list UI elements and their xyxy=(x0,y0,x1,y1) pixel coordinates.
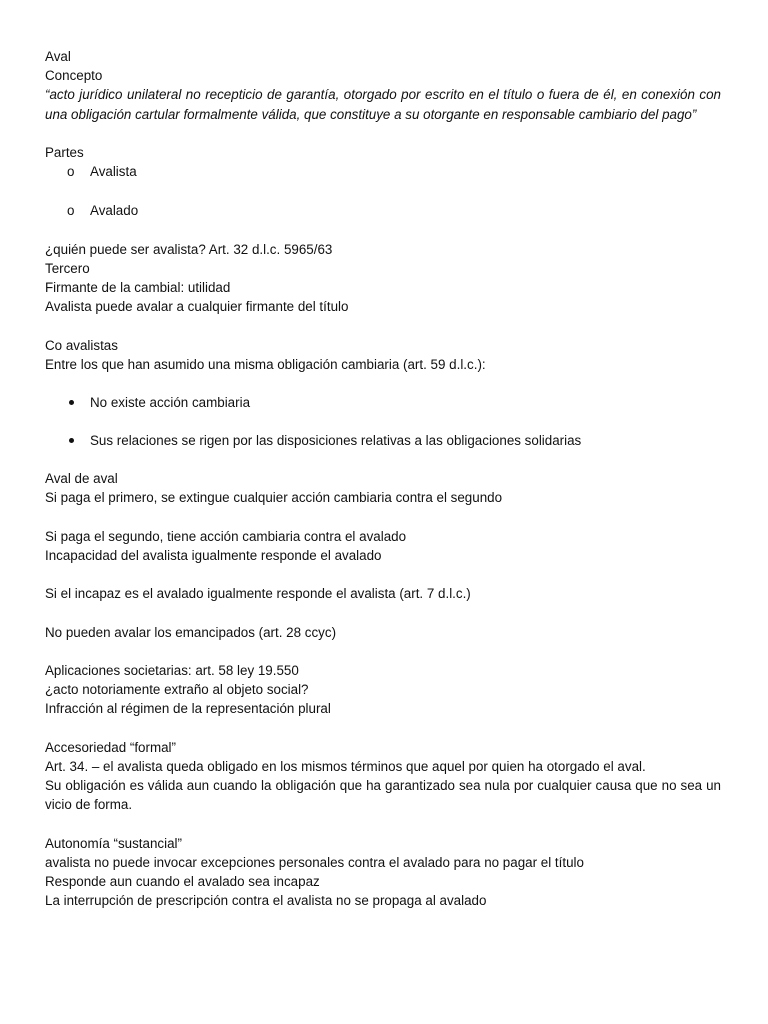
partes-item-avalista: Avalista xyxy=(90,164,137,180)
partes-item-avalado: Avalado xyxy=(90,203,139,219)
autonomia-line: La interrupción de prescripción contra el avalista no se propaga al avalado xyxy=(45,893,487,909)
aval-de-aval-line: Si paga el segundo, tiene acción cambiaria contra el avalado xyxy=(45,528,407,544)
list-item xyxy=(45,393,721,412)
bullet-icon xyxy=(69,400,74,405)
document-title: Aval xyxy=(45,49,71,64)
aval-de-aval-line: Incapacidad del avalista igualmente responde el avalado xyxy=(45,547,382,563)
coavalistas-item: No existe acción cambiaria xyxy=(90,395,251,411)
quien-line: Tercero xyxy=(45,261,90,276)
coavalistas-list xyxy=(45,393,721,449)
list-item xyxy=(45,162,721,181)
document-page xyxy=(45,47,721,911)
autonomia-heading: Autonomía “sustancial” xyxy=(45,835,182,851)
accesoriedad-line: Art. 34. – el avalista queda obligado en los mismos términos que aquel por quien ha otorgado el aval. xyxy=(45,758,646,774)
aval-de-aval-line: Si paga el primero, se extingue cualquier acción cambiaria contra el segundo xyxy=(45,490,503,506)
partes-heading: Partes xyxy=(45,145,84,160)
partes-list xyxy=(45,162,721,220)
list-marker: o xyxy=(67,203,75,219)
aplicaciones-line: Infracción al régimen de la representación plural xyxy=(45,701,331,717)
aval-de-aval-heading: Aval de aval xyxy=(45,470,118,486)
quien-line: Firmante de la cambial: utilidad xyxy=(45,280,231,296)
coavalistas-intro: Entre los que han asumido una misma obligación cambiaria (art. 59 d.l.c.): xyxy=(45,357,486,372)
aplicaciones-heading: Aplicaciones societarias: art. 58 ley 19.550 xyxy=(45,662,299,678)
concepto-heading: Concepto xyxy=(45,68,103,84)
aval-de-aval-line: No pueden avalar los emancipados (art. 28 ccyc) xyxy=(45,624,337,640)
autonomia-line: avalista no puede invocar excepciones personales contra el avalado para no pagar el título xyxy=(45,854,584,870)
coavalistas-item: Sus relaciones se rigen por las disposiciones relativas a las obligaciones solidarias xyxy=(90,432,582,448)
coavalistas-heading: Co avalistas xyxy=(45,337,118,353)
autonomia-line: Responde aun cuando el avalado sea incapaz xyxy=(45,874,320,890)
list-item xyxy=(45,201,721,220)
quien-line: Avalista puede avalar a cualquier firmante del título xyxy=(45,299,349,315)
quien-question: ¿quién puede ser avalista? Art. 32 d.l.c. 5965/63 xyxy=(45,241,333,257)
aval-de-aval-line: Si el incapaz es el avalado igualmente responde el avalista (art. 7 d.l.c.) xyxy=(45,586,471,602)
accesoriedad-heading: Accesoriedad “formal” xyxy=(45,739,176,755)
accesoriedad-line: Su obligación es válida aun cuando la obligación que ha garantizado sea nula por cualquier causa que no sea un vicio de forma. xyxy=(45,778,721,813)
concepto-definition: “acto jurídico unilateral no recepticio de garantía, otorgado por escrito en el título o fuera de él, en conexión con una obligación cartular formalmente válida, que constituye a su otorgante en responsable cambiario del pago” xyxy=(45,87,721,122)
aplicaciones-line: ¿acto notoriamente extraño al objeto social? xyxy=(45,682,309,698)
list-item xyxy=(45,431,721,450)
list-marker: o xyxy=(67,164,75,180)
bullet-icon xyxy=(69,438,74,443)
